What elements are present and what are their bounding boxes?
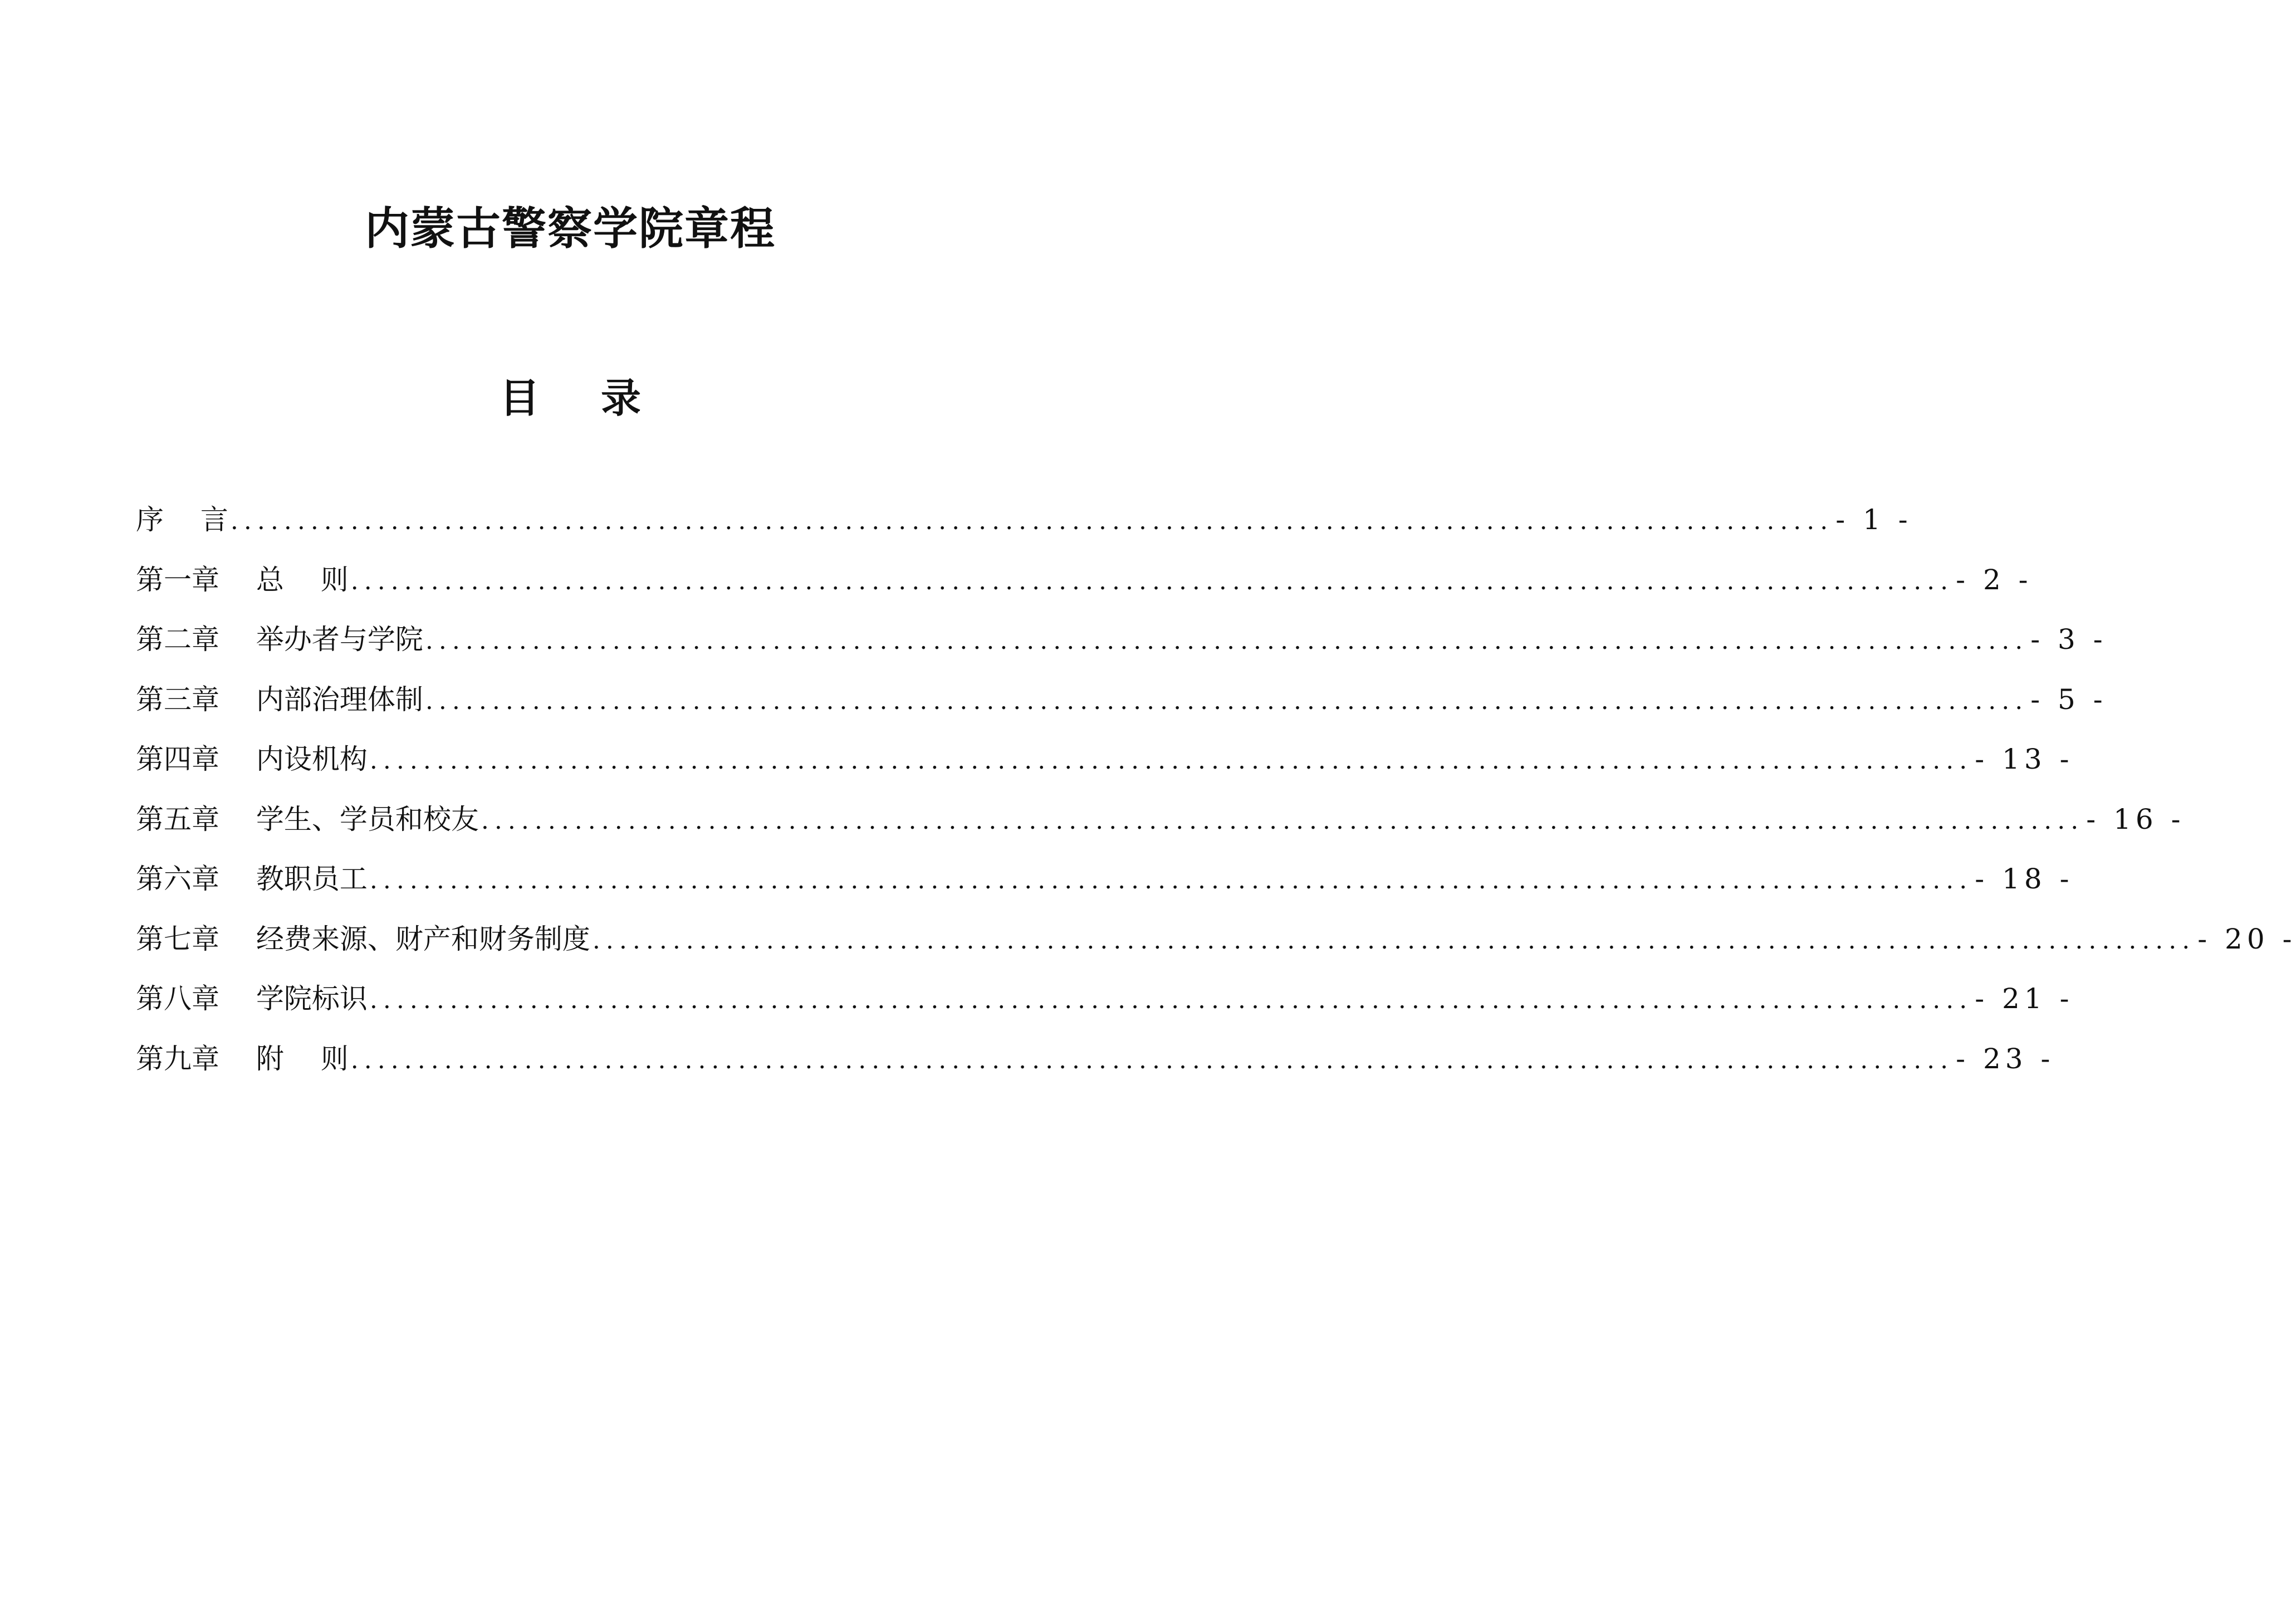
toc-entry-chapter-4[interactable] xyxy=(136,730,2074,790)
toc-entry-chapter-5[interactable] xyxy=(136,790,2185,850)
toc-dot-leader: ........................................................................................................................ xyxy=(369,746,1973,775)
document-title: 内蒙古警察学院章程 xyxy=(365,202,776,255)
toc-entry-label: 第四章 内设机构 xyxy=(136,743,368,775)
toc-entry-label: 第五章 学生、学员和校友 xyxy=(136,803,479,835)
toc-entry-page: - 2 - xyxy=(1956,563,2033,596)
toc-heading-char-1: 目 xyxy=(499,374,540,422)
toc-entry-label: 第一章 总 则 xyxy=(136,563,349,596)
toc-entry-label: 第九章 附 则 xyxy=(136,1042,349,1075)
toc-entry-chapter-1[interactable] xyxy=(136,550,2033,610)
toc-entry-page: - 20 - xyxy=(2197,922,2296,955)
toc-entry-label: 第二章 举办者与学院 xyxy=(136,623,423,656)
toc-dot-leader: ........................................................................................................................ xyxy=(425,627,2029,655)
table-of-contents xyxy=(136,490,2296,1089)
toc-entry-chapter-6[interactable] xyxy=(136,849,2074,910)
toc-dot-leader: ........................................................................................................................ xyxy=(425,686,2029,715)
toc-dot-leader: ........................................................................................................................ xyxy=(592,926,2196,955)
toc-entry-page: - 18 - xyxy=(1975,863,2074,895)
toc-entry-label: 第六章 教职员工 xyxy=(136,863,368,895)
toc-entry-page: - 5 - xyxy=(2030,683,2107,716)
toc-entry-chapter-9[interactable] xyxy=(136,1029,2055,1089)
toc-entry-page: - 1 - xyxy=(1835,504,1912,536)
toc-entry-label: 序 言 xyxy=(136,504,228,536)
toc-entry-label: 第三章 内部治理体制 xyxy=(136,683,423,716)
toc-heading-char-2: 录 xyxy=(601,374,642,422)
toc-entry-page: - 13 - xyxy=(1975,743,2074,775)
toc-dot-leader: ........................................................................................................................ xyxy=(350,1045,1954,1074)
toc-dot-leader: ........................................................................................................................ xyxy=(481,806,2084,835)
toc-entry-label: 第八章 学院标识 xyxy=(136,983,368,1015)
toc-entry-page: - 16 - xyxy=(2086,803,2185,835)
toc-entry-preface[interactable] xyxy=(136,490,1912,550)
toc-entry-chapter-2[interactable] xyxy=(136,610,2107,670)
toc-entry-page: - 3 - xyxy=(2030,623,2107,656)
toc-heading xyxy=(0,370,1140,426)
toc-entry-page: - 23 - xyxy=(1956,1042,2055,1075)
toc-dot-leader: ........................................................................................................................ xyxy=(369,986,1973,1014)
toc-entry-label: 第七章 经费来源、财产和财务制度 xyxy=(136,922,590,955)
toc-entry-chapter-8[interactable] xyxy=(136,969,2074,1029)
toc-entry-chapter-7[interactable] xyxy=(136,910,2296,970)
toc-entry-chapter-3[interactable] xyxy=(136,670,2107,730)
toc-dot-leader: ........................................................................................................................ xyxy=(369,866,1973,895)
toc-dot-leader: ........................................................................................................................ xyxy=(230,507,1834,535)
toc-dot-leader: ........................................................................................................................ xyxy=(350,566,1954,595)
toc-entry-page: - 21 - xyxy=(1975,983,2074,1015)
